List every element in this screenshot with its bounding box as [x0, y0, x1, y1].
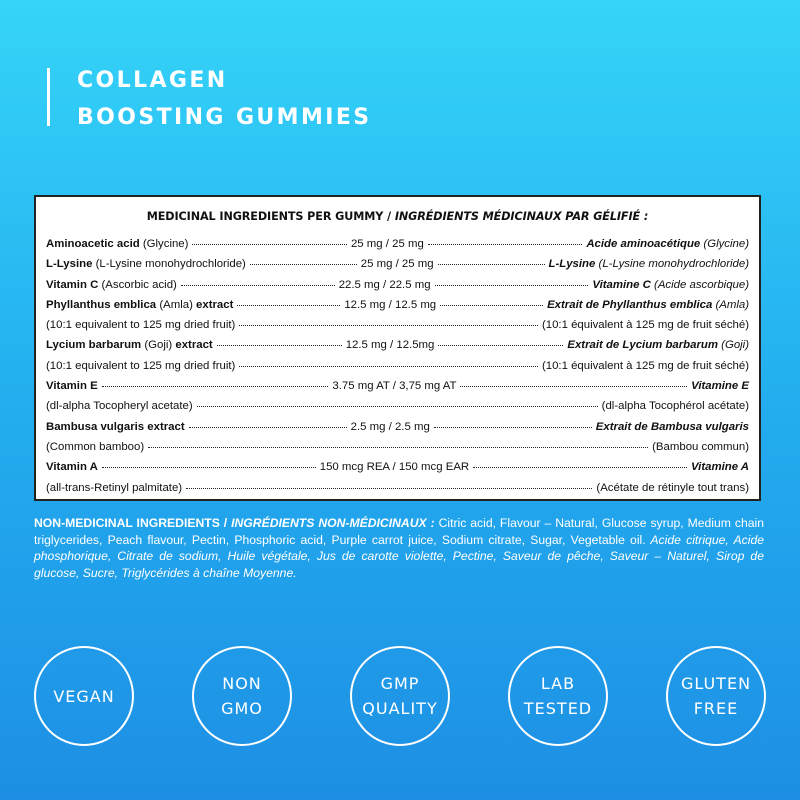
ingredient-row [46, 479, 749, 499]
ingredient-name-fr [592, 279, 749, 291]
ingredient-name-en [46, 319, 235, 331]
badge-gmp-quality [350, 646, 450, 746]
ingredient-amount: 12.5 mg / 12.5 mg [344, 298, 437, 311]
ingredient-name-en-bold-suffix: extract [175, 339, 213, 352]
ingredient-name-en [46, 279, 177, 291]
ingredient-name-en-bold: Lycium barbarum [46, 339, 142, 352]
ingredient-name-fr-detail: (Goji) [718, 339, 750, 352]
dot-leader [102, 377, 329, 389]
certification-badges [34, 646, 764, 746]
ingredient-amount: 25 mg / 25 mg [350, 238, 424, 250]
ingredient-name-fr-detail: (Bambou commun) [652, 440, 749, 453]
ingredient-name-en-bold: Aminoacetic acid [46, 238, 140, 250]
ingredient-name-en [46, 299, 233, 311]
ingredient-name-en [46, 400, 193, 412]
ingredient-amount: 3.75 mg AT / 3,75 mg AT [332, 380, 457, 393]
ingredient-row [46, 235, 749, 255]
dot-leader [435, 276, 589, 288]
ingredient-rows [46, 235, 749, 499]
dot-leader [192, 235, 347, 247]
ingredient-name-fr [547, 299, 749, 311]
ingredient-row [46, 336, 749, 356]
ingredient-name-en [46, 441, 144, 453]
ingredient-name-en-detail: (L-Lysine monohydrochloride) [92, 258, 246, 271]
ingredient-name-fr [596, 482, 749, 494]
dot-leader [239, 357, 538, 369]
badge-label: GMP [380, 674, 420, 693]
ingredient-name-en-bold: Vitamin A [46, 461, 98, 474]
ingredient-amount: 12.5 mg / 12.5mg [345, 339, 435, 352]
ingredient-row [46, 296, 749, 316]
dot-leader [102, 458, 316, 470]
badge-label: LAB [540, 674, 576, 693]
ingredient-name-fr-bold: Extrait de Bambusa vulgaris [595, 420, 749, 433]
ingredient-name-fr [691, 461, 749, 473]
dot-leader [239, 316, 538, 328]
ingredient-amount: 2.5 mg / 2.5 mg [350, 420, 430, 433]
badge-vegan [34, 646, 134, 746]
ingredient-row [46, 357, 749, 377]
ingredient-row [46, 316, 749, 336]
ingredient-name-fr-bold: L-Lysine [548, 258, 596, 271]
ingredient-name-en-bold: Phyllanthus emblica [46, 298, 157, 311]
non-medicinal-label-fr: INGRÉDIENTS NON-MÉDICINAUX : [231, 516, 435, 530]
panel-heading [36, 210, 759, 223]
ingredient-name-en-detail: (10:1 equivalent to 125 mg dried fruit) [46, 319, 236, 332]
ingredient-name-fr-bold: Vitamine A [690, 461, 750, 474]
ingredient-name-en-bold: L-Lysine [46, 258, 93, 271]
ingredient-name-fr-bold: Extrait de Phyllanthus emblica [547, 298, 713, 311]
ingredient-name-en [46, 461, 98, 473]
dot-leader [197, 397, 598, 409]
dot-leader [460, 377, 687, 389]
ingredient-name-fr-detail: (dl-alpha Tocophérol acétate) [601, 400, 749, 413]
ingredient-name-fr [567, 339, 749, 351]
ingredient-name-fr-detail: (Acide ascorbique) [650, 278, 750, 291]
ingredient-name-en-bold-suffix: extract [196, 298, 234, 311]
ingredient-name-en [46, 360, 235, 372]
ingredient-name-en-detail: (Glycine) [139, 238, 189, 250]
ingredient-name-en [46, 258, 246, 270]
ingredient-name-fr-detail: (Amla) [712, 298, 749, 311]
badge-lab-tested [508, 646, 608, 746]
ingredient-name-fr [586, 238, 749, 250]
badge-label: NON [222, 674, 262, 693]
ingredient-row [46, 377, 749, 397]
ingredient-name-en-bold: Vitamin E [46, 380, 98, 393]
ingredient-name-en-detail: (Goji) [141, 339, 176, 352]
badge-label: VEGAN [53, 686, 115, 706]
non-medicinal-ingredients [34, 515, 764, 581]
title-accent-bar [47, 68, 50, 126]
product-title [77, 62, 372, 136]
dot-leader [186, 479, 592, 491]
ingredient-name-fr [542, 360, 749, 372]
non-medicinal-text-en: Citric acid, Flavour – Natural, Glucose syrup, Medium chain triglycerides, Peach flavour, Pectin, Phosphoric acid, Purple carrot juice, Sodium citrate, Sugar, Vegetable oil. [34, 516, 764, 547]
panel-heading-en: MEDICINAL INGREDIENTS PER GUMMY / [146, 210, 392, 223]
ingredient-row [46, 397, 749, 417]
ingredient-name-en [46, 238, 188, 250]
ingredient-name-fr [596, 421, 749, 433]
ingredient-name-fr-bold: Vitamine C [592, 278, 651, 291]
ingredient-name-en [46, 339, 213, 351]
ingredient-name-en [46, 421, 185, 433]
ingredient-name-en-detail: (Amla) [156, 298, 197, 311]
badge-label: GLUTEN [680, 674, 752, 693]
ingredient-name-en-bold: Bambusa vulgaris extract [46, 420, 185, 433]
dot-leader [181, 276, 335, 288]
ingredient-name-en-detail: (dl-alpha Tocopheryl acetate) [46, 400, 193, 413]
dot-leader [438, 255, 545, 267]
ingredient-name-en [46, 482, 182, 494]
dot-leader [237, 296, 340, 308]
ingredient-name-fr-detail: (Acétate de rétinyle tout trans) [596, 481, 749, 494]
ingredient-name-en-detail: (10:1 equivalent to 125 mg dried fruit) [46, 359, 236, 372]
dot-leader [473, 458, 687, 470]
dot-leader [434, 418, 592, 430]
ingredient-name-en-detail: (Common bamboo) [46, 440, 145, 453]
dot-leader [438, 336, 563, 348]
ingredient-row [46, 438, 749, 458]
ingredient-name-fr-bold: Vitamine E [691, 380, 749, 393]
badge-non-gmo [192, 646, 292, 746]
title-line-1: COLLAGEN [77, 68, 228, 93]
ingredient-name-en-bold: Vitamin C [46, 278, 99, 291]
medicinal-ingredients-panel [34, 195, 761, 501]
ingredient-name-fr-detail: (Glycine) [700, 238, 749, 250]
badge-label: TESTED [523, 699, 593, 718]
dot-leader [428, 235, 583, 247]
badge-gluten-free [666, 646, 766, 746]
ingredient-row [46, 418, 749, 438]
ingredient-name-fr-detail: (10:1 équivalent à 125 mg de fruit séché) [541, 359, 749, 372]
ingredient-amount: 150 mcg REA / 150 mcg EAR [319, 461, 470, 474]
ingredient-name-fr-detail: (L-Lysine monohydrochloride) [595, 258, 749, 271]
dot-leader [217, 336, 342, 348]
ingredient-name-fr [652, 441, 749, 453]
dot-leader [250, 255, 357, 267]
badge-label: QUALITY [362, 699, 438, 718]
ingredient-name-fr [602, 400, 749, 412]
badge-label: GMO [221, 699, 263, 718]
ingredient-amount: 25 mg / 25 mg [360, 258, 434, 271]
dot-leader [148, 438, 648, 450]
title-line-2: BOOSTING GUMMIES [77, 105, 372, 130]
ingredient-row [46, 276, 749, 296]
ingredient-name-fr [691, 380, 749, 392]
badge-label: FREE [693, 699, 739, 718]
ingredient-name-fr-bold: Acide aminoacétique [586, 238, 701, 250]
ingredient-name-en-detail: (Ascorbic acid) [98, 278, 177, 291]
ingredient-name-en [46, 380, 98, 392]
ingredient-row [46, 458, 749, 478]
ingredient-name-fr-bold: Extrait de Lycium barbarum [567, 339, 718, 352]
panel-heading-fr: INGRÉDIENTS MÉDICINAUX PAR GÉLIFIÉ : [394, 210, 649, 223]
non-medicinal-label-en: NON-MEDICINAL INGREDIENTS / [34, 516, 232, 530]
dot-leader [189, 418, 347, 430]
dot-leader [440, 296, 543, 308]
ingredient-row [46, 255, 749, 275]
ingredient-name-fr-detail: (10:1 équivalent à 125 mg de fruit séché) [541, 319, 749, 332]
ingredient-name-fr [542, 319, 749, 331]
non-medicinal-text-fr: Acide citrique, Acide phosphorique, Citrate de sodium, Huile végétale, Jus de carotte violette, Pectine, Saveur de pêche, Saveur – Naturel, Sirop de glucose, Sucre, Triglycérides à chaîne Moyenne. [34, 532, 765, 580]
ingredient-amount: 22.5 mg / 22.5 mg [338, 278, 431, 291]
ingredient-name-en-detail: (all-trans-Retinyl palmitate) [46, 481, 183, 494]
ingredient-name-fr [549, 258, 749, 270]
